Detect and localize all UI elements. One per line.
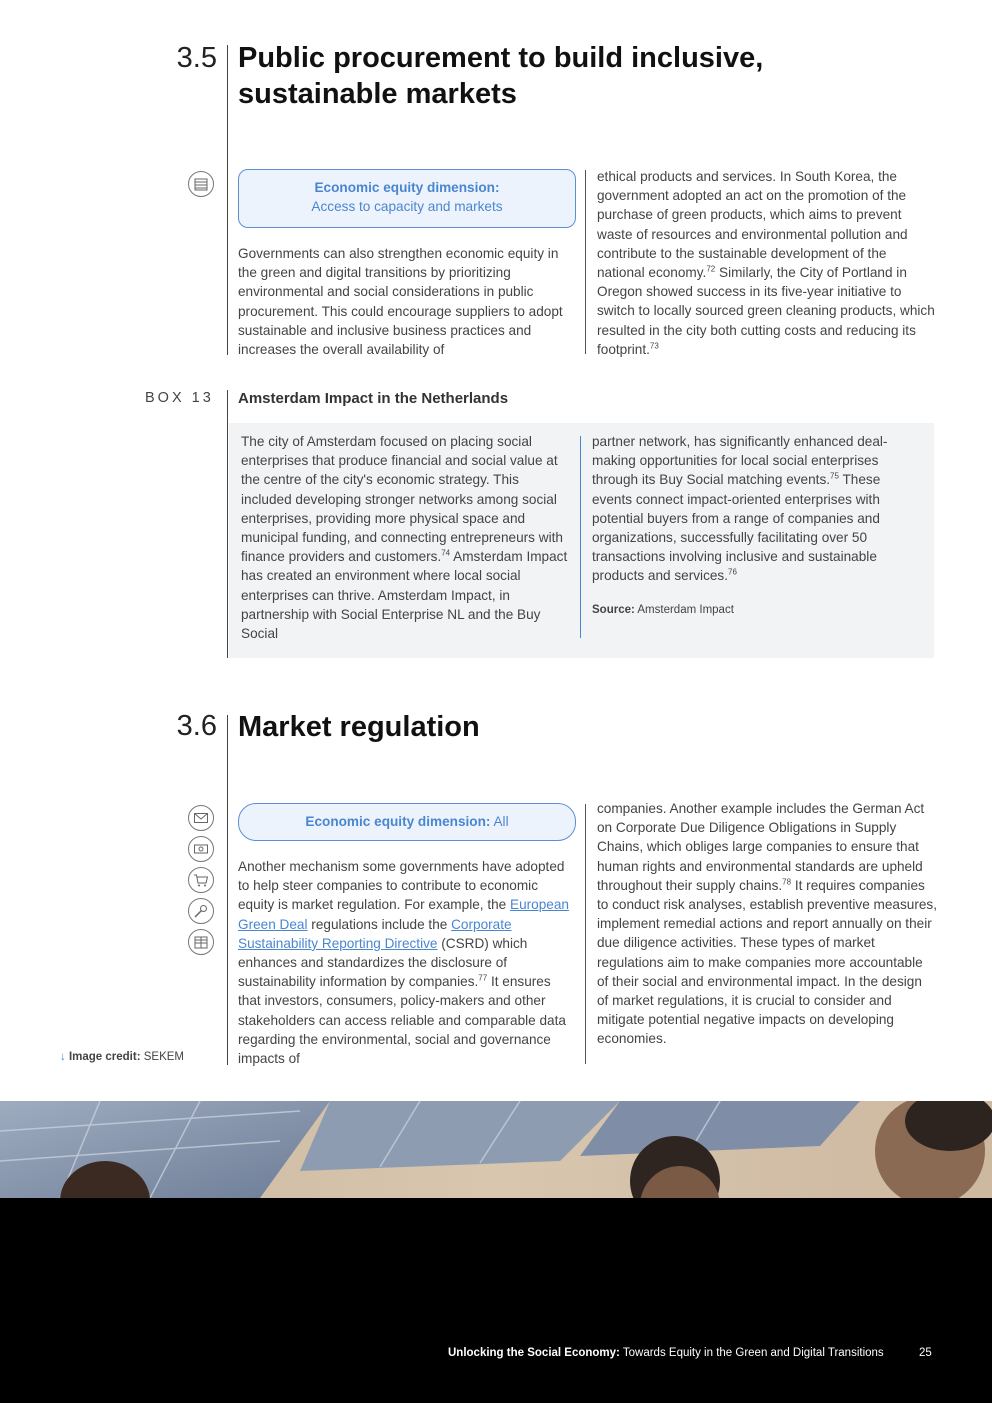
- building-icon: [188, 171, 214, 197]
- footnote-ref[interactable]: 77: [478, 973, 488, 983]
- footnote-ref[interactable]: 72: [706, 264, 716, 274]
- body-paragraph: Another mechanism some governments have adopted to help steer companies to contribute to economic equity is market regulation. For example, the European Green Deal regulations include the Corporate Sustainability Reporting Directive (CSRD) which enhances and standardizes the disclosure of sustainability information by companies.$^{77}$ It ensures that investors, consumers, policy-makers and other stakeholders can access reliable and comparable data regarding the environmental, social and governance impacts of: [238, 859, 569, 1067]
- page-number: 25: [919, 1347, 932, 1359]
- footnote-ref[interactable]: 76: [728, 567, 737, 577]
- title-line: sustainable markets: [238, 78, 517, 110]
- box-label: BOX 13: [145, 390, 214, 406]
- column-divider: [585, 804, 586, 1064]
- section-number: 3.6: [176, 710, 217, 742]
- section-rule: [227, 45, 228, 355]
- footnote-ref[interactable]: 74: [441, 548, 451, 558]
- dimension-label: Economic equity dimension:: [305, 814, 491, 829]
- box-title: Amsterdam Impact in the Netherlands: [238, 390, 509, 407]
- body-paragraph: companies. Another example includes the German Act on Corporate Due Diligence Obligations in Supply Chains, which obliges large companies to ensure that human rights and environmental standards are upheld throughout their supply chains.$^{78}$ It requires companies to conduct risk analyses, establish preventive measures, implement remedial actions and report annually on their due diligence activities. These types of market regulations aim to make companies more accountable of their social and environmental impact. In the design of market regulations, it is crucial to consider and mitigate potential negative impacts on developing economies.: [597, 801, 938, 1047]
- arrow-down-icon: ↓: [60, 1051, 66, 1063]
- dimension-value: All: [493, 814, 509, 829]
- section-title: [238, 40, 938, 112]
- box-column-divider: [580, 436, 581, 638]
- footer-title: Unlocking the Social Economy: Towards Equity in the Green and Digital Transitions: [448, 1347, 884, 1359]
- box-paragraph: partner network, has significantly enhanced deal-making opportunities for local social enterprises through its Buy Social matching events.$^{75}$ These events connect impact-oriented enterprises with potential buyers from a range of companies and organizations, successfully facilitating over 50 transactions involving inclusive and sustainable products and services.$^{76}$: [592, 434, 888, 584]
- photo: [0, 1101, 992, 1198]
- section-number: 3.5: [176, 42, 217, 74]
- image-credit: ↓ Image credit: SEKEM: [60, 1051, 184, 1063]
- section-title: Market regulation: [238, 711, 480, 743]
- wrench-icon: [188, 898, 214, 924]
- body-paragraph: ethical products and services. In South Korea, the government adopted an act on the promotion of the purchase of green products, which aims to prevent waste of resources and environmental pollution and contribute to the sustainable development of the national economy.$^{72}$ Similarly, the City of Portland in Oregon showed success in its five-year initiative to switch to locally sourced green cleaning products, which resulted in the city both cutting costs and reducing its footprint.$^{73}$: [597, 169, 935, 357]
- footer-band: [0, 1198, 992, 1403]
- box-paragraph: The city of Amsterdam focused on placing social enterprises that produce financial and social value at the centre of the city's economic strategy. This included developing stronger networks among social enterprises, providing more physical space and municipal funding, and connecting entrepreneurs with finance providers and customers.$^{74}$ Amsterdam Impact has created an environment where local social enterprises can thrive. Amsterdam Impact, in partnership with Social Enterprise NL and the Buy Social: [241, 434, 568, 642]
- box-rule: [227, 390, 228, 658]
- envelope-icon: [188, 805, 214, 831]
- equity-dimension-box: [238, 803, 576, 841]
- column-divider: [585, 170, 586, 354]
- link-european-green-deal[interactable]: European Green Deal: [238, 897, 569, 932]
- footnote-ref[interactable]: 73: [649, 341, 659, 351]
- cart-icon: [188, 867, 214, 893]
- box-source: Source: Amsterdam Impact: [592, 604, 734, 616]
- section-rule: [227, 715, 228, 1065]
- dimension-value: Access to capacity and markets: [311, 199, 503, 214]
- equity-dimension-box: [238, 169, 576, 228]
- money-icon: [188, 836, 214, 862]
- footnote-ref[interactable]: 78: [782, 877, 792, 887]
- building-icon: [188, 929, 214, 955]
- dimension-label: Economic equity dimension:: [314, 180, 500, 195]
- link-csrd[interactable]: Corporate Sustainability Reporting Directive: [238, 916, 512, 951]
- body-paragraph: Governments can also strengthen economic equity in the green and digital transitions by prioritizing environmental and social considerations in public procurement. This could encourage suppliers to adopt sustainable and inclusive business practices and increases the overall availability of: [238, 246, 563, 358]
- photo-illustration: [0, 1101, 992, 1198]
- title-line: Public procurement to build inclusive,: [238, 42, 764, 74]
- footnote-ref[interactable]: 75: [830, 471, 839, 481]
